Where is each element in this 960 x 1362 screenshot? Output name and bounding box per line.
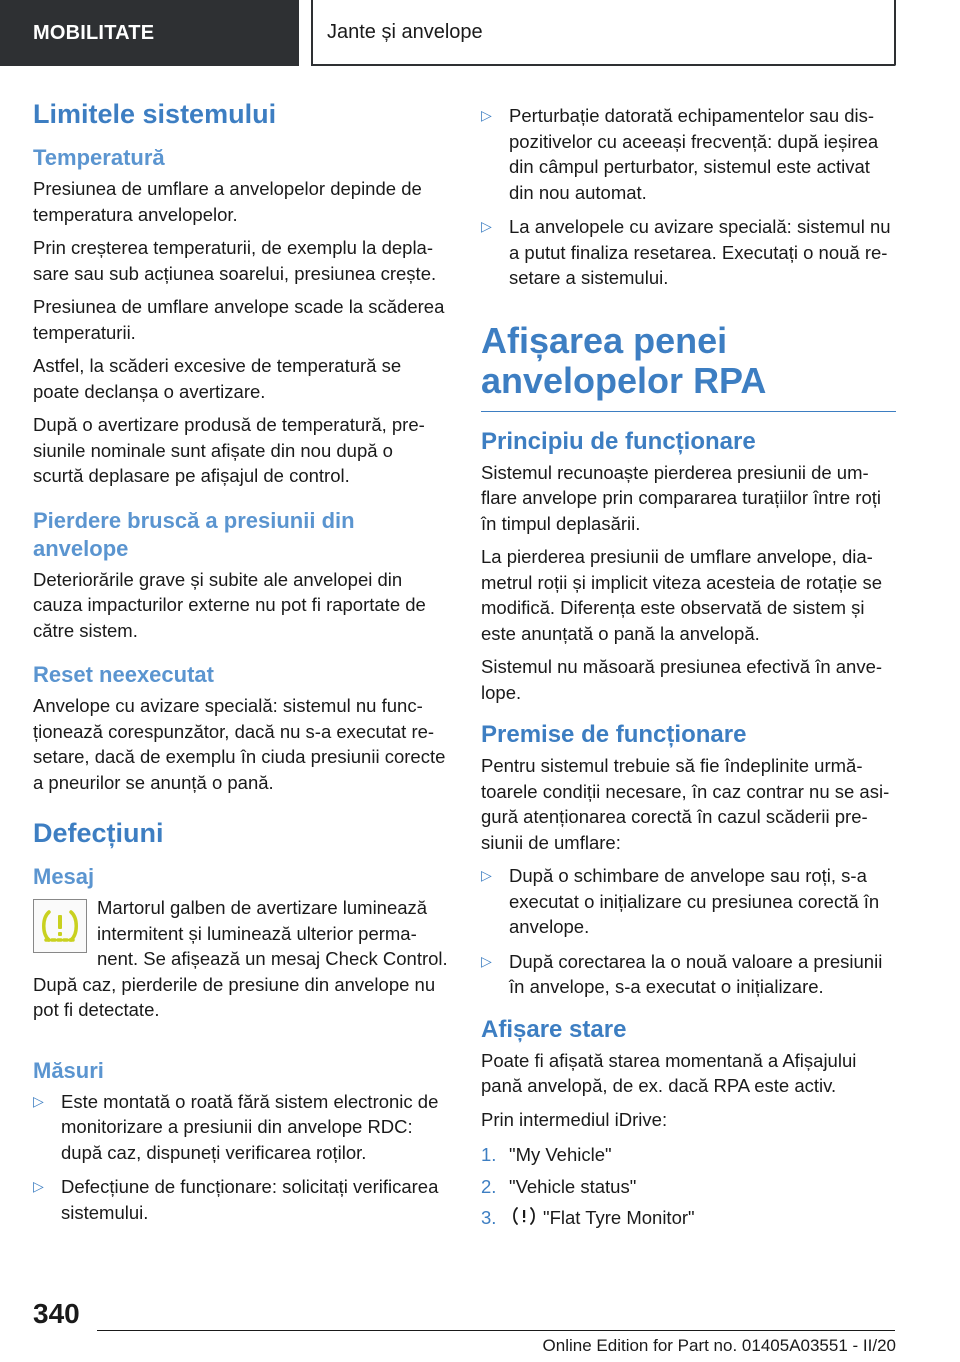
divider	[481, 411, 896, 412]
list-item: 2. "Vehicle status"	[481, 1175, 637, 1197]
tire-pressure-icon	[511, 1205, 537, 1234]
section-title-defects: Defecțiuni	[33, 818, 164, 848]
paragraph: La pierderea presiunii de umflare anvelope, diametrul roții și implicit viteza acesteia de rotație se modifică. Diferența este observată de sistem și este anunțată o pană la anvelopă.	[481, 546, 882, 644]
list-item: ▷ Defecțiune de funcționare: solicitați verificarea sistemului.	[33, 1174, 448, 1225]
list-item: 3. "Flat Tyre Monitor"	[481, 1205, 896, 1234]
triangle-right-icon: ▷	[481, 867, 492, 883]
section-tab: MOBILITATE	[0, 0, 299, 66]
message-block	[33, 895, 448, 1031]
list-item: ▷ După corectarea la o nouă valoare a presiunii în anvelope, s-a executat o inițializare.	[481, 949, 896, 1000]
paragraph: Poate fi afișată starea momentană a Afișajului pană anvelopă, de ex. dacă RPA este activ.	[481, 1049, 857, 1096]
paragraph: Presiunea de umflare a anvelopelor depinde de temperatura anvelopelor.	[33, 178, 422, 225]
triangle-right-icon: ▷	[481, 218, 492, 234]
paragraph: Anvelope cu avizare specială: sistemul nu funcționează corespunzător, dacă nu s-a executat resetare, dacă de exemplu în ciuda presiunii corecte a pneurilor se anunță o pană.	[33, 695, 446, 793]
heading-temperature: Temperatură	[33, 145, 165, 170]
page-number: 340	[33, 1298, 80, 1329]
list-item: ▷ După o schimbare de anvelope sau roți, s-a executat o inițializare cu presiunea corectă în anvelope.	[481, 863, 896, 940]
heading-premises: Premise de funcționare	[481, 721, 747, 748]
paragraph: Deteriorările grave și subite ale anvelopei din cauza impacturilor externe nu pot fi raportate de către sistem.	[33, 568, 426, 641]
list-item: 1. "My Vehicle"	[481, 1144, 612, 1165]
paragraph: Prin creșterea temperaturii, de exemplu la deplasare sau sub acțiunea soarelui, presiunea crește.	[33, 237, 437, 284]
section-title-rpa: Afișarea penei anvelopelor RPA	[481, 319, 767, 401]
footer-edition: Online Edition for Part no. 01405A03551 - II/20	[542, 1336, 896, 1355]
list-item: ▷ Perturbație datorată echipamentelor sau dispozitivelor cu aceeași frecvență: după ieșirea din câmpul perturbator, sistemul este activat din nou automat.	[481, 103, 896, 205]
chapter-title: Jante și anvelope	[311, 0, 896, 66]
paragraph: Sistemul nu măsoară presiunea efectivă în anvelope.	[481, 656, 883, 703]
triangle-right-icon: ▷	[481, 952, 492, 969]
triangle-right-icon: ▷	[481, 107, 492, 123]
paragraph: Sistemul recunoaște pierderea presiunii de umflare anvelope prin compararea turațiilor între roți în timpul deplasării.	[481, 461, 881, 534]
left-column	[33, 98, 448, 1234]
paragraph: Presiunea de umflare anvelope scade la scăderea temperaturii.	[33, 296, 445, 343]
heading-measures: Măsuri	[33, 1057, 104, 1083]
paragraph: După o avertizare produsă de temperatură, presiunile nominale sunt afișate din nou după o scurtă deplasare pe afișajul de control.	[33, 414, 425, 486]
heading-sudden-loss: Pierdere bruscă a presiunii din anvelope	[33, 507, 355, 561]
paragraph: Martorul galben de avertizare luminează intermitent și luminează ulterior permanent. Se afișează un mesaj Check Control. După caz, pierderile de presiune din anvelope nu pot fi detectate.	[33, 897, 448, 1020]
section-title-limits: Limitele sistemului	[33, 99, 277, 129]
triangle-right-icon: ▷	[33, 1178, 44, 1194]
tire-pressure-warning-icon	[33, 899, 87, 953]
list-item: ▷ Este montată o roată fără sistem electronic de monitorizare a presiunii din anvelope RDC: după caz, dispuneți verificarea roților.	[33, 1089, 448, 1166]
triangle-right-icon: ▷	[33, 1092, 44, 1109]
paragraph: Prin intermediul iDrive:	[481, 1108, 668, 1130]
paragraph: Astfel, la scăderi excesive de temperatură se poate declanșa o avertizare.	[33, 355, 402, 402]
heading-reset: Reset neexecutat	[33, 662, 214, 687]
footer-divider	[97, 1330, 895, 1331]
heading-principle: Principiu de funcționare	[481, 427, 756, 455]
list-item: ▷ La anvelopele cu avizare specială: sistemul nu a putut finaliza resetarea. Executați o nouă resetare a sistemului.	[481, 214, 896, 291]
heading-message: Mesaj	[33, 864, 95, 889]
paragraph: Pentru sistemul trebuie să fie îndeplinite următoarele condiții necesare, în caz contrar nu se asigură atenționarea corectă în cazul scăderii presiunii de umflare:	[481, 755, 890, 853]
heading-status: Afișare stare	[481, 1015, 627, 1043]
right-column	[481, 103, 896, 1240]
